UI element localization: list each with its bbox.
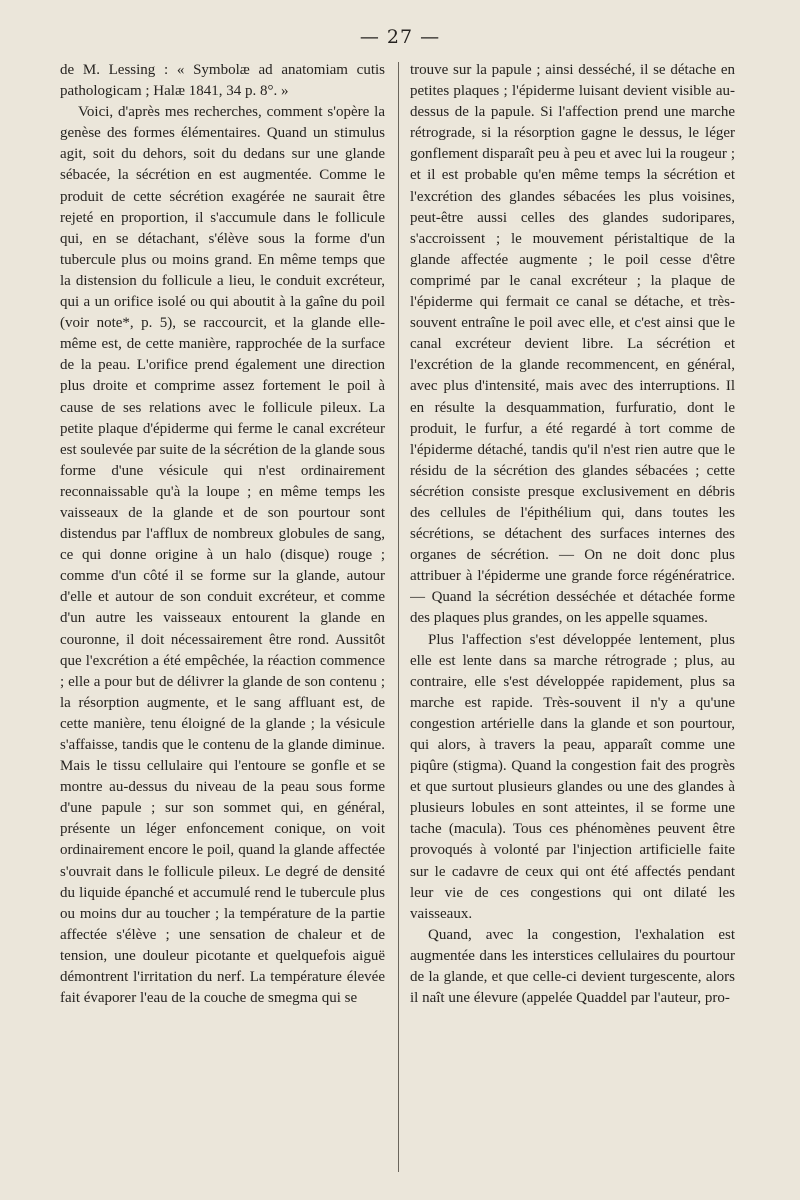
- paragraph: Voici, d'après mes recherches, comment s'opère la genèse des formes élémentaires. Quand un stimulus agit, soit du dehors, soit du dedans sur une glande sébacée, la sécrétion en est augmentée. Comme le produit de cette sécrétion exagérée ne saurait être rejeté en proportion, il s'accumule dans le follicule qui, en se détachant, s'élève sous la forme d'un tubercule plus ou moins grand. En même temps que la distension du follicule a lieu, le conduit excréteur, qui a un orifice isolé ou qui aboutit à la gaîne du poil (voir note*, p. 5), se raccourcit, et la glande elle-même est, de cette manière, rapprochée de la surface de la peau. L'orifice prend également une direction plus droite et comprime assez fortement le poil à cause de ses relations avec le follicule pileux. La petite plaque d'épiderme qui ferme le canal excréteur est soulevée par suite de la sécrétion de la glande sous forme d'une vésicule qui n'est ordinairement reconnaissable qu'à la loupe ; en même temps les vaisseaux de la glande et de son pourtour sont distendus par l'afflux de nombreux globules de sang, ce qui donne origine à un halo (disque) rouge ; comme d'un côté il se forme sur la glande, autour d'elle et autour de son conduit excréteur, et comme d'un autre les vaisseaux entourent la glande en couronne, il doit nécessairement être rond. Aussitôt que l'excrétion a été empêchée, la réaction commence ; elle a pour but de délivrer la glande de son contenu ; la résorption augmente, et le sang affluant est, de cette manière, tenu éloigné de la glande ; la vésicule s'affaisse, tandis que le contenu de la glande diminue. Mais le tissu cellulaire qui l'entoure se gonfle et se montre au-dessus du niveau de la peau sous forme d'une papule ; sur son sommet qui, en général, présente un léger enfoncement conique, on voit ordinairement encore le poil, quand la glande affectée s'ouvrait dans le follicule pileux. Le degré de densité du liquide épanché et accumulé rend le tubercule plus ou moins dur au toucher ; la température de la partie affectée s'élève ; une sensation de chaleur et de tension, une douleur picotante et quelquefois aiguë démontrent l'irritation du nerf. La température élevée fait évaporer l'eau de la couche de smegma qui se: [60, 104, 385, 1007]
- paragraph: trouve sur la papule ; ainsi desséché, il se détache en petites plaques ; l'épiderme luisant devient visible au-dessus de la papule. Si l'affection prend une marche rétrograde, si la résorption gagne le dessus, le léger gonflement disparaît peu à peu et avec lui la rougeur ; et il est probable qu'en même temps la sécrétion et l'excrétion des glandes sébacées les plus voisines, peut-être aussi celles des glandes sudoripares, s'accroissent ; le mouvement péristaltique de la glande affectée augmente ; le poil cesse d'être comprimé par le canal excréteur ; la plaque de l'épiderme qui fermait ce canal se détache, et très-souvent entraîne le poil avec elle, et c'est ainsi que le canal excréteur devient libre. La sécrétion et l'excrétion de la glande recommencent, en général, avec plus d'intensité, mais avec des interruptions. Il en résulte la desquammation, furfuratio, dont le produit, le furfur, a été regardé à tort comme de l'épiderme détaché, tandis qu'il n'est rien autre que le résidu de la sécrétion des glandes sébacées ; cette sécrétion consiste presque exclusivement en débris des cellules de l'épithélium qui, dans toutes les sécrétions, se détachent des surfaces internes des organes de sécrétion. — On ne doit donc plus attribuer à l'épiderme une grande force régénératrice. — Quand la sécrétion desséchée et détachée forme des plaques plus grandes, on les appelle squames.: [410, 62, 735, 627]
- paragraph: Plus l'affection s'est développée lentement, plus elle est lente dans sa marche rétrograde ; plus, au contraire, elle s'est développée rapidement, plus sa marche est rapide. Très-souvent il n'y a qu'une congestion artérielle dans la glande et son pourtour, qui alors, à travers la peau, apparaît comme une piqûre (stigma). Quand la congestion fait des progrès et que surtout plusieurs glandes ou une des glandes à plusieurs lobules en sont atteintes, il se forme une tache (macula). Tous ces phénomènes peuvent être provoqués à volonté par l'injection artificielle faite sur le cadavre de ceux qui ont été affectés pendant leur vie de ces congestions qui ont dilaté les vaisseaux.: [410, 631, 735, 922]
- paragraph: de M. Lessing : « Symbolæ ad anatomiam cutis pathologicam ; Halæ 1841, 34 p. 8°. »: [60, 62, 385, 100]
- right-text-column: [410, 60, 735, 1180]
- page-number: — 27 —: [359, 26, 441, 48]
- left-text-column: [60, 60, 385, 1180]
- column-divider: [398, 62, 399, 1172]
- paragraph: Quand, avec la congestion, l'exhalation est augmentée dans les interstices cellulaires du pourtour de la glande, et que celle-ci devient turgescente, alors il naît une élevure (appelée Quaddel par l'auteur, pro-: [410, 926, 735, 1007]
